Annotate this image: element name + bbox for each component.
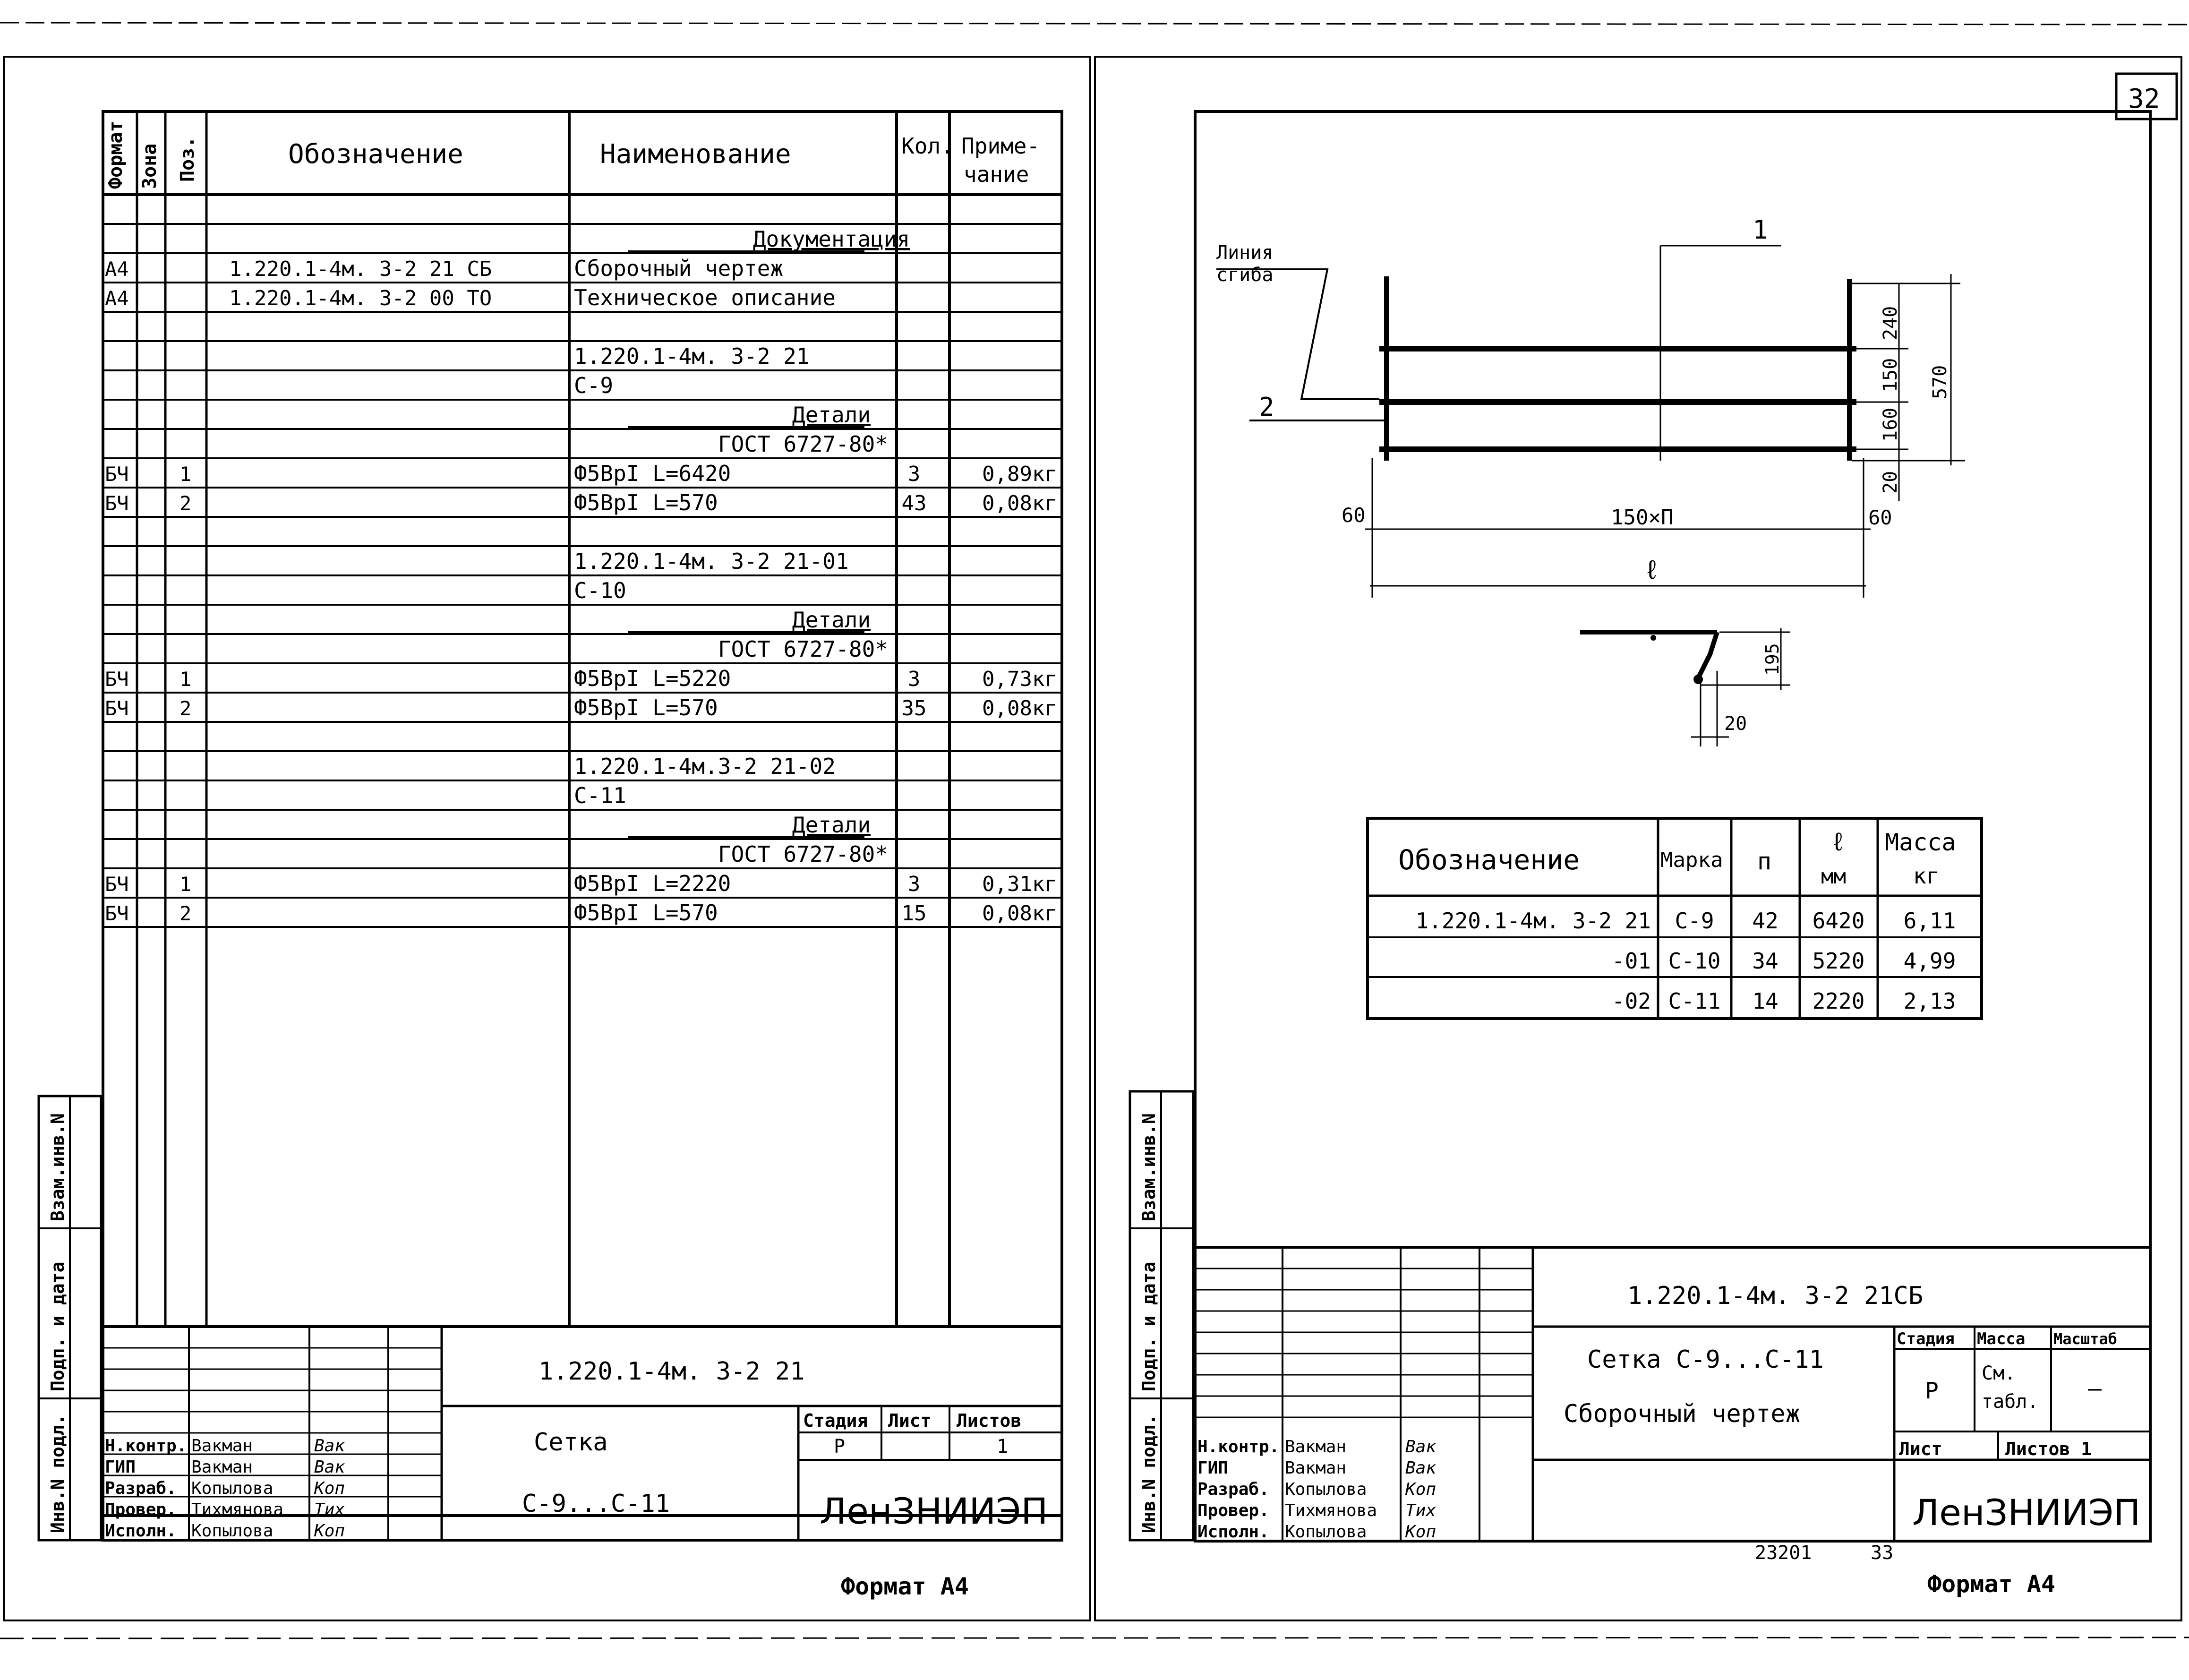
row-format: БЧ bbox=[105, 463, 129, 486]
right-mass-value2: табл. bbox=[1982, 1391, 2039, 1413]
signature-role: Исполн. bbox=[1197, 1522, 1269, 1542]
signature-role: Исполн. bbox=[105, 1521, 177, 1541]
row-name: Ф5ВрI L=570 bbox=[574, 490, 718, 515]
left-sheets-label: Листов bbox=[957, 1410, 1022, 1431]
left-sheet-label: Лист bbox=[888, 1410, 932, 1431]
row-name: Ф5ВрI L=570 bbox=[574, 695, 718, 720]
mark-designation: -02 bbox=[1611, 988, 1651, 1014]
scan-edge-bottom bbox=[0, 1637, 2189, 1638]
dim-60-right: 60 bbox=[1868, 506, 1892, 529]
signature-name: Копылова bbox=[191, 1521, 274, 1541]
dim-20: 20 bbox=[1880, 471, 1901, 494]
header-qty: Кол. bbox=[901, 133, 954, 159]
dim-60-left: 60 bbox=[1342, 504, 1366, 527]
table-row bbox=[105, 695, 1057, 720]
row-name: Детали bbox=[792, 402, 871, 428]
signature-role: Провер. bbox=[1197, 1501, 1269, 1520]
signature-sign: Вак bbox=[1405, 1458, 1437, 1478]
row-pos: 2 bbox=[180, 492, 192, 515]
signature-sign: Коп bbox=[1405, 1480, 1437, 1499]
mark-mass: 6,11 bbox=[1903, 908, 1956, 934]
right-side-label-inventory: Инв.N подл. bbox=[1138, 1414, 1159, 1533]
dim-570: 570 bbox=[1929, 365, 1951, 399]
right-mass-value1: См. bbox=[1982, 1363, 2016, 1384]
mesh-drawing bbox=[1216, 215, 1965, 746]
row-note: 0,31кг bbox=[982, 872, 1057, 896]
signature-role: ГИП bbox=[1197, 1458, 1229, 1478]
signature-role: Разраб. bbox=[1197, 1480, 1269, 1499]
right-sheets-label: Листов 1 bbox=[2005, 1439, 2092, 1459]
row-name: Ф5ВрI L=6420 bbox=[574, 461, 731, 486]
header-pos: Поз. bbox=[177, 136, 198, 182]
dim-160: 160 bbox=[1880, 407, 1901, 442]
mark-n: 14 bbox=[1752, 988, 1779, 1014]
mark-mass: 2,13 bbox=[1903, 988, 1956, 1014]
right-side-label-sign-date: Подп. и дата bbox=[1138, 1261, 1159, 1391]
signature-name: Вакман bbox=[191, 1436, 253, 1456]
row-format: А4 bbox=[105, 287, 129, 310]
row-name: Техническое описание bbox=[574, 285, 836, 310]
table-header-kg: кг bbox=[1913, 863, 1940, 889]
stamp-number-2: 33 bbox=[1871, 1542, 1894, 1564]
signature-name: Копылова bbox=[1285, 1480, 1367, 1499]
signature-sign: Коп bbox=[314, 1521, 345, 1541]
table-row bbox=[628, 812, 871, 838]
signature-name: Копылова bbox=[191, 1479, 274, 1498]
table-row bbox=[628, 607, 871, 633]
right-format-label: Формат А4 bbox=[1927, 1570, 2055, 1598]
row-name: С-11 bbox=[574, 783, 626, 808]
left-sheets-value: 1 bbox=[997, 1436, 1009, 1457]
signature-name: Тихмянова bbox=[191, 1500, 284, 1519]
left-title-line1: Сетка bbox=[534, 1428, 608, 1457]
row-note: 0,08кг bbox=[982, 901, 1057, 926]
row-note: 0,08кг bbox=[982, 491, 1057, 515]
right-stage-label: Стадия bbox=[1897, 1329, 1955, 1348]
right-sheet bbox=[1095, 57, 2181, 1620]
table-row bbox=[574, 578, 626, 603]
table-row bbox=[574, 373, 613, 398]
right-scale-label: Масштаб bbox=[2053, 1330, 2117, 1348]
signature-role: Н.контр. bbox=[1197, 1437, 1280, 1457]
bend-line-label1: Линия bbox=[1216, 242, 1274, 264]
spec-table-frame bbox=[103, 111, 1062, 1516]
signature-sign: Вак bbox=[314, 1436, 345, 1456]
table-row bbox=[105, 461, 1057, 486]
signature-name: Вакман bbox=[191, 1457, 253, 1477]
right-stage-value: Р bbox=[1925, 1378, 1939, 1404]
dim-150: 150 bbox=[1880, 358, 1901, 392]
table-row bbox=[628, 402, 871, 428]
side-label-replacement: Взам.инв.N bbox=[47, 1113, 68, 1221]
row-qty: 43 bbox=[901, 491, 927, 515]
table-row bbox=[574, 783, 626, 808]
table-row bbox=[574, 754, 836, 779]
row-format: БЧ bbox=[105, 873, 129, 896]
right-title-line1: Сетка С-9...С-11 bbox=[1587, 1346, 1824, 1374]
pos-1-label: 1 bbox=[1753, 215, 1768, 245]
marks-table-row bbox=[1416, 908, 1956, 934]
left-sheet bbox=[4, 57, 1090, 1620]
table-header-n: п bbox=[1757, 848, 1772, 875]
header-zone: Зона bbox=[139, 143, 161, 189]
signature-role: ГИП bbox=[105, 1457, 136, 1477]
row-designation: 1.220.1-4м. 3-2 00 ТО bbox=[229, 286, 492, 310]
dim-150n: 150×П bbox=[1611, 506, 1674, 530]
row-name: ГОСТ 6727-80* bbox=[718, 431, 888, 457]
bend-line-label2: сгиба bbox=[1216, 264, 1274, 286]
signature-role: Разраб. bbox=[105, 1479, 177, 1498]
mark-n: 42 bbox=[1752, 908, 1779, 934]
row-name: С-9 bbox=[574, 373, 614, 398]
left-title-block bbox=[103, 1327, 1062, 1541]
mark-length: 6420 bbox=[1812, 908, 1865, 934]
signature-name: Тихмянова bbox=[1285, 1501, 1377, 1520]
sheet-number: 32 bbox=[2128, 84, 2160, 114]
marks-table bbox=[1368, 818, 1982, 1019]
mark-code: С-9 bbox=[1675, 908, 1714, 934]
row-name: Детали bbox=[792, 812, 871, 838]
table-row bbox=[105, 285, 836, 310]
signature-sign: Тих bbox=[314, 1500, 345, 1519]
row-pos: 1 bbox=[180, 873, 192, 896]
table-header-mark: Марка bbox=[1660, 848, 1723, 872]
row-name: Сборочный чертеж bbox=[574, 256, 784, 281]
signature-name: Вакман bbox=[1285, 1437, 1347, 1457]
left-format-label: Формат А4 bbox=[841, 1573, 969, 1600]
marks-table-row bbox=[1612, 988, 1956, 1014]
signature-sign: Коп bbox=[1405, 1522, 1437, 1542]
signature-name: Вакман bbox=[1285, 1458, 1347, 1478]
row-name: ГОСТ 6727-80* bbox=[718, 636, 888, 662]
row-name: С-10 bbox=[574, 578, 626, 603]
row-designation: 1.220.1-4м. 3-2 21 СБ bbox=[229, 257, 492, 281]
row-format: А4 bbox=[105, 257, 129, 281]
right-side-label-replacement: Взам.инв.N bbox=[1138, 1113, 1159, 1221]
row-qty: 3 bbox=[907, 462, 921, 486]
mark-designation: 1.220.1-4м. 3-2 21 bbox=[1415, 908, 1651, 934]
row-name: 1.220.1-4м. 3-2 21 bbox=[574, 343, 810, 369]
left-stage-value: Р bbox=[834, 1436, 846, 1457]
table-row bbox=[105, 666, 1057, 691]
left-title-line2: С-9...С-11 bbox=[522, 1490, 670, 1518]
left-doc-code: 1.220.1-4м. 3-2 21 bbox=[539, 1357, 805, 1386]
signature-role: Н.контр. bbox=[105, 1436, 187, 1456]
row-name: Детали bbox=[792, 607, 871, 633]
marks-table-row bbox=[1612, 948, 1956, 974]
row-name: Ф5ВрI L=5220 bbox=[574, 666, 731, 691]
row-note: 0,08кг bbox=[982, 696, 1057, 720]
signature-sign: Вак bbox=[1405, 1437, 1437, 1457]
header-format: Формат bbox=[105, 120, 127, 189]
row-name: Ф5ВрI L=570 bbox=[574, 900, 718, 926]
header-designation: Обозначение bbox=[288, 139, 463, 170]
table-row bbox=[718, 431, 888, 457]
mark-length: 5220 bbox=[1812, 948, 1865, 974]
mark-n: 34 bbox=[1752, 948, 1779, 974]
header-name: Наименование bbox=[600, 139, 791, 170]
signature-sign: Вак bbox=[314, 1457, 345, 1477]
mark-length: 2220 bbox=[1812, 988, 1865, 1014]
row-note: 0,89кг bbox=[982, 462, 1057, 486]
signature-sign: Тих bbox=[1405, 1501, 1437, 1520]
right-sheet-frame bbox=[1095, 57, 2181, 1620]
table-row bbox=[105, 490, 1057, 515]
mark-code: С-10 bbox=[1668, 948, 1721, 974]
mark-designation: -01 bbox=[1611, 948, 1651, 974]
row-name: 1.220.1-4м. 3-2 21-01 bbox=[574, 549, 849, 574]
row-format: БЧ bbox=[105, 668, 129, 691]
signature-name: Копылова bbox=[1285, 1522, 1367, 1542]
table-header-mass: Масса bbox=[1885, 829, 1956, 856]
header-note-line1: Приме- bbox=[961, 133, 1040, 159]
table-row bbox=[718, 636, 888, 662]
row-qty: 35 bbox=[901, 696, 927, 720]
row-qty: 3 bbox=[907, 667, 921, 691]
table-row bbox=[105, 871, 1057, 896]
scan-edge-top bbox=[0, 23, 2189, 25]
dim-l: ℓ bbox=[1644, 555, 1660, 585]
right-doc-code: 1.220.1-4м. 3-2 21СБ bbox=[1627, 1282, 1924, 1310]
signature-sign: Коп bbox=[314, 1479, 345, 1498]
left-stage-label: Стадия bbox=[803, 1410, 868, 1431]
table-header-mm: мм bbox=[1821, 865, 1846, 889]
dim-240: 240 bbox=[1880, 306, 1901, 340]
row-name: 1.220.1-4м.3-2 21-02 bbox=[574, 754, 836, 779]
signature-role: Провер. bbox=[105, 1500, 177, 1519]
pos-2-label: 2 bbox=[1259, 392, 1274, 422]
side-label-inventory: Инв.N подл. bbox=[47, 1414, 68, 1533]
mark-mass: 4,99 bbox=[1903, 948, 1956, 974]
mark-code: С-11 bbox=[1668, 988, 1721, 1014]
spec-row-lines bbox=[103, 224, 1062, 927]
row-name: Документация bbox=[752, 226, 910, 252]
row-pos: 1 bbox=[180, 668, 192, 691]
stamp-number: 23201 bbox=[1755, 1542, 1812, 1564]
table-header-l: ℓ bbox=[1830, 827, 1846, 857]
row-name: ГОСТ 6727-80* bbox=[718, 841, 888, 867]
row-pos: 2 bbox=[180, 902, 192, 925]
table-row bbox=[574, 549, 849, 574]
row-note: 0,73кг bbox=[982, 667, 1057, 691]
dim-195: 195 bbox=[1762, 643, 1783, 676]
row-name: Ф5ВрI L=2220 bbox=[574, 871, 731, 896]
right-sheet-label: Лист bbox=[1899, 1439, 1942, 1459]
left-org-name: ЛенЗНИИЭП bbox=[820, 1490, 1048, 1532]
row-format: БЧ bbox=[105, 492, 129, 515]
table-header-designation: Обозначение bbox=[1398, 844, 1580, 876]
table-row bbox=[718, 841, 888, 867]
row-format: БЧ bbox=[105, 697, 129, 720]
right-org-name: ЛенЗНИИЭП bbox=[1912, 1491, 2141, 1534]
right-mass-label: Масса bbox=[1977, 1329, 2026, 1348]
table-row bbox=[628, 226, 910, 252]
side-label-sign-date: Подп. и дата bbox=[47, 1261, 68, 1391]
right-title-line2: Сборочный чертеж bbox=[1564, 1400, 1800, 1428]
table-row bbox=[105, 900, 1057, 926]
row-pos: 1 bbox=[180, 463, 192, 486]
right-scale-value: — bbox=[2088, 1375, 2102, 1402]
row-pos: 2 bbox=[180, 697, 192, 720]
row-qty: 15 bbox=[901, 901, 927, 926]
row-format: БЧ bbox=[105, 902, 129, 925]
table-row bbox=[574, 343, 810, 369]
row-qty: 3 bbox=[907, 872, 921, 896]
header-note-line2: чание bbox=[964, 162, 1029, 187]
right-title-block bbox=[1195, 1247, 2150, 1542]
dim-20-bend: 20 bbox=[1724, 713, 1747, 735]
